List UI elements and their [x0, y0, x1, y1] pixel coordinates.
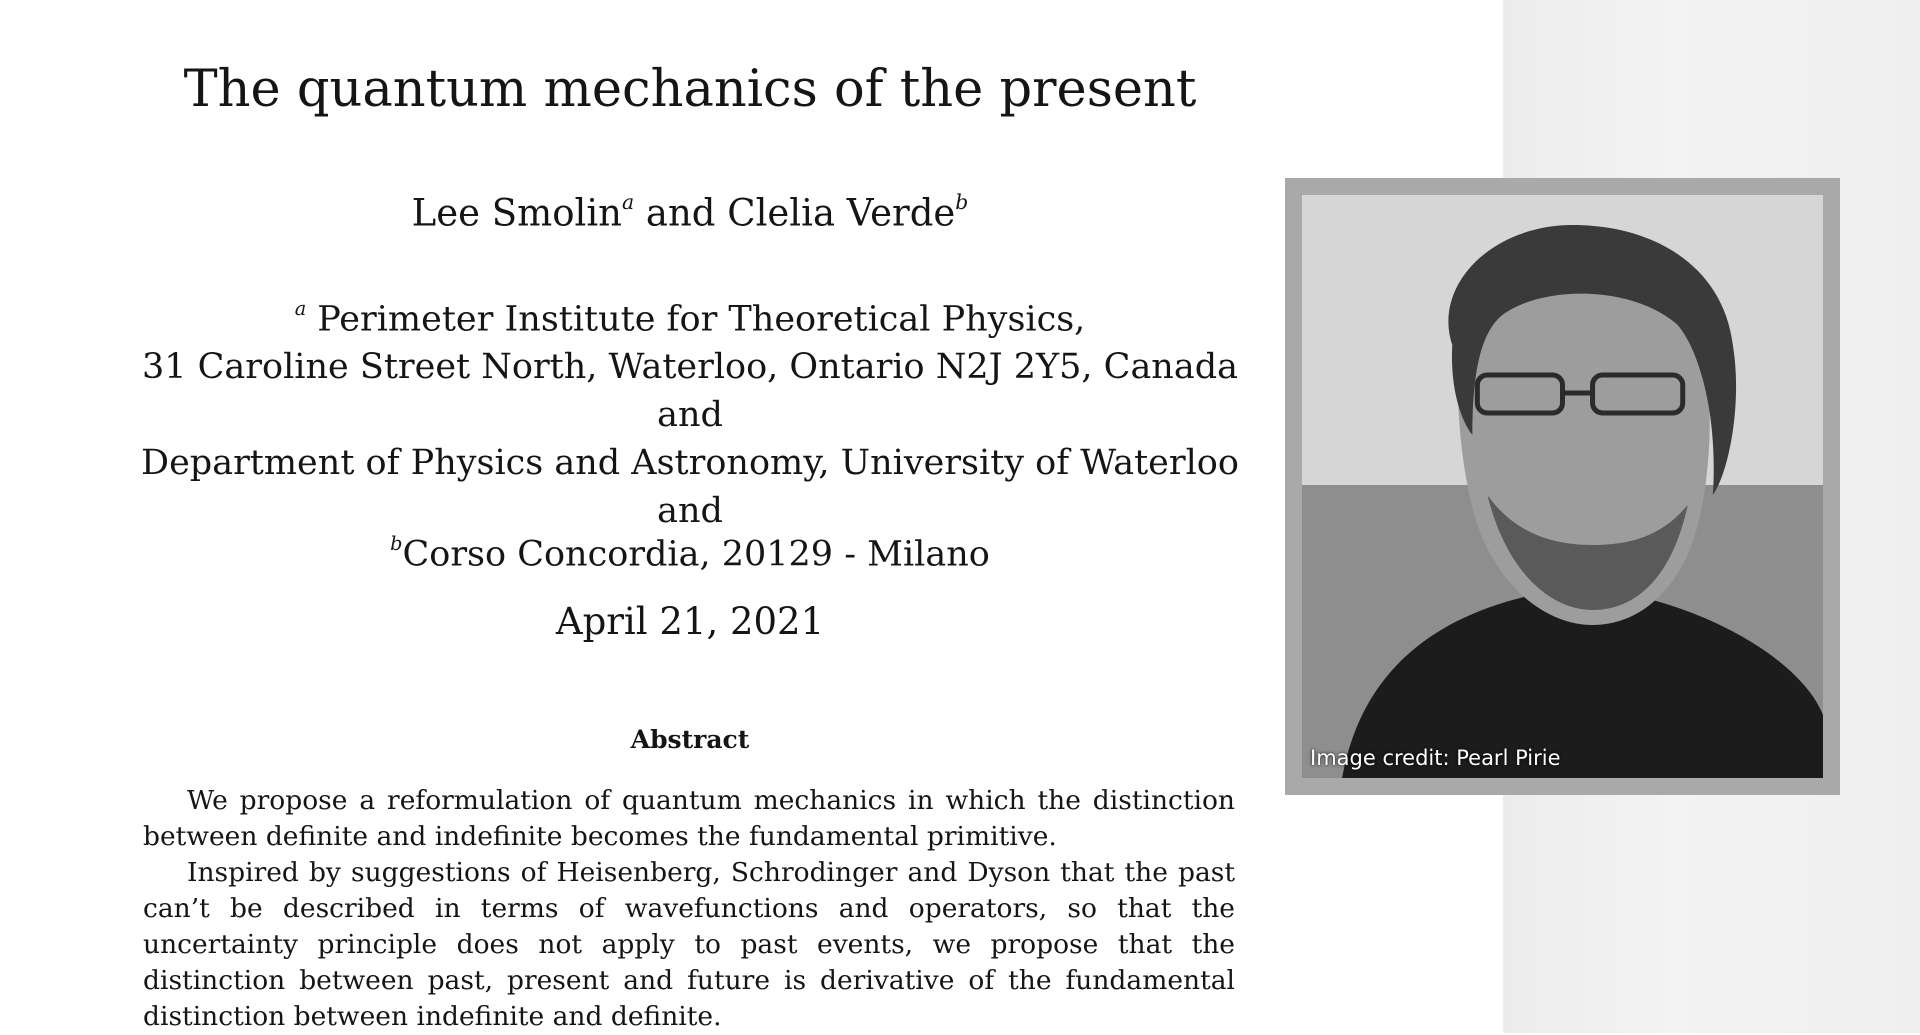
paper-authors: [0, 190, 1380, 234]
abstract-paragraph: Inspired by suggestions of Heisenberg, Schrodinger and Dyson that the past can’t be described in terms of wavefunctions and operators, so that the uncertainty principle does not apply to past events, we propose that the distinction between past, present and future is derivative of the fundamental distinction between indefinite and definite.: [143, 857, 1235, 1032]
affiliation-line: $^a$ Perimeter Institute for Theoretical Physics,: [294, 297, 1086, 340]
author-verde: Clelia Verde: [727, 191, 956, 235]
abstract-paragraph: We propose a reformulation of quantum mechanics in which the distinction between definite and indefinite becomes the fundamental primitive.: [143, 785, 1235, 852]
portrait-illustration: [1302, 195, 1823, 778]
author-verde-mark: b: [955, 190, 969, 214]
author-smolin-mark: a: [622, 190, 635, 214]
affiliation-a: [0, 285, 1380, 532]
author-smolin: Lee Smolin: [411, 191, 623, 235]
affiliation-a-mark: a: [294, 297, 307, 320]
abstract-body: [143, 783, 1235, 1035]
author-joiner: and: [634, 191, 728, 235]
affiliation-b-mark: b: [390, 532, 403, 555]
affiliation-line: 31 Caroline Street North, Waterloo, Ontario N2J 2Y5, Canada: [141, 347, 1238, 388]
photo-credit: Image credit: Pearl Pirie: [1310, 746, 1561, 770]
affiliation-line: Department of Physics and Astronomy, University of Waterloo: [141, 443, 1239, 484]
paper-date: April 21, 2021: [555, 600, 825, 643]
affiliation-line: and: [657, 395, 723, 436]
speaker-photo: [1302, 195, 1823, 778]
abstract-heading: Abstract: [630, 725, 750, 754]
affiliation-b: $^b$Corso Concordia, 20129 - Milano: [390, 532, 990, 575]
paper-title: The quantum mechanics of the present: [183, 60, 1197, 119]
affiliation-line: and: [657, 491, 723, 532]
speaker-photo-frame: [1285, 178, 1840, 795]
